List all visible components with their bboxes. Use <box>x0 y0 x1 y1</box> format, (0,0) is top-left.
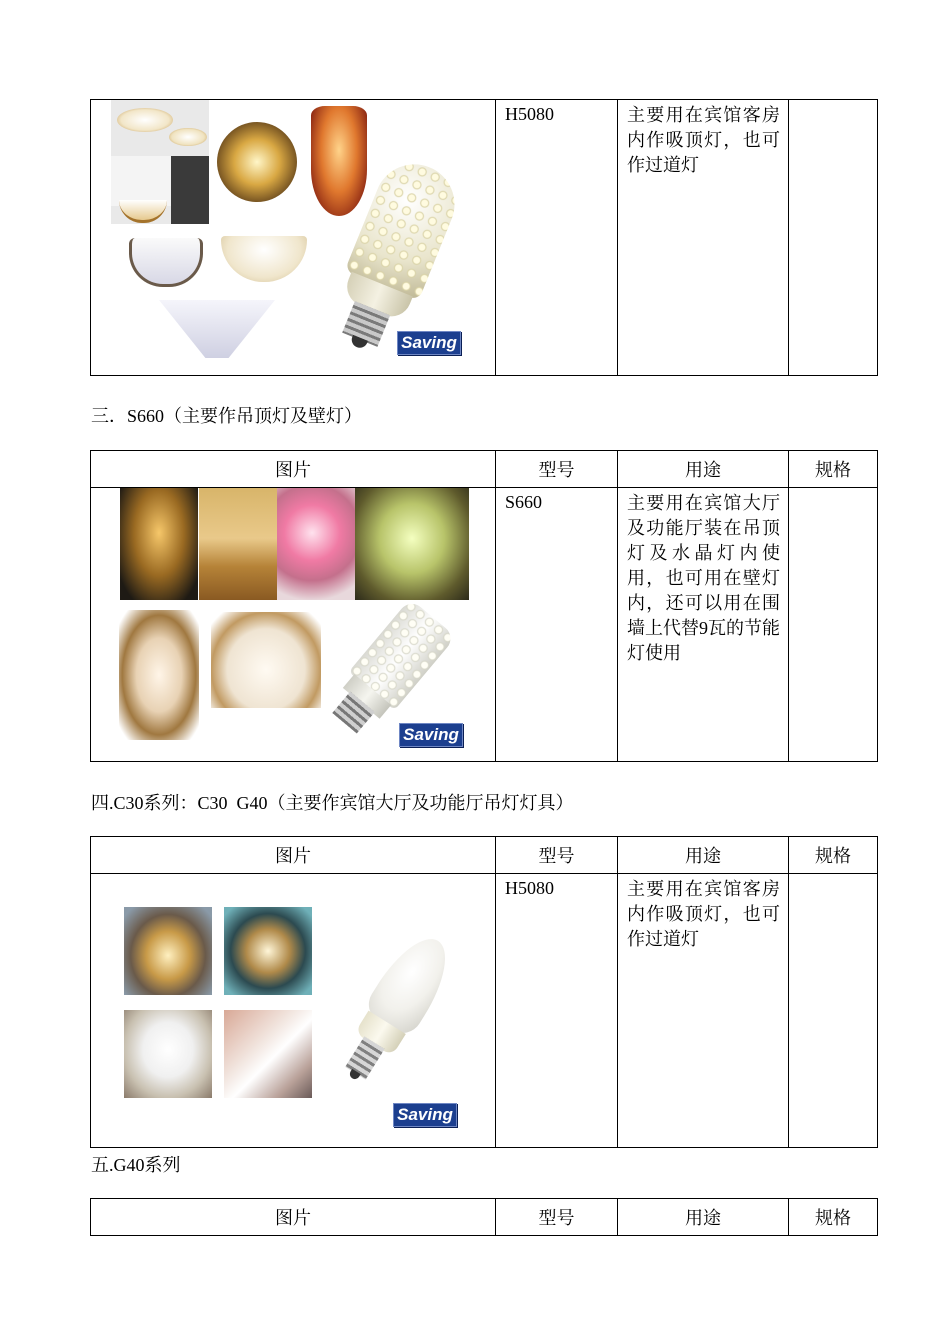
candle-chandelier-photo-1 <box>124 907 212 995</box>
header-usage: 用途 <box>618 837 789 874</box>
glass-chandelier-photo <box>211 612 321 708</box>
header-model: 型号 <box>496 837 618 874</box>
double-sconce-photo <box>355 488 469 600</box>
crystal-chandelier-photo <box>120 488 198 600</box>
header-image: 图片 <box>91 837 496 874</box>
section-heading-3: 三．S660（主要作吊顶灯及壁灯） <box>91 406 363 426</box>
saving-logo: Saving <box>397 331 461 355</box>
header-spec: 规格 <box>789 451 878 488</box>
header-spec: 规格 <box>789 837 878 874</box>
hall-lighting-photo <box>224 1010 312 1098</box>
model-cell: S660 <box>496 488 618 762</box>
section-heading-4: 四.C30系列：C30 G40（主要作宾馆大厅及功能厅吊灯灯具） <box>91 793 574 813</box>
image-cell <box>91 488 496 762</box>
product-table-4 <box>90 1198 878 1236</box>
header-model: 型号 <box>496 1199 618 1236</box>
section-heading-5: 五.G40系列 <box>91 1155 181 1175</box>
product-image-h5080 <box>111 100 473 358</box>
product-table-2 <box>90 450 878 762</box>
candle-bulb-photo <box>306 914 481 1111</box>
half-moon-sconce-1 <box>129 238 203 287</box>
image-cell <box>91 874 496 1148</box>
spec-cell <box>789 488 878 762</box>
round-ceiling-lamp-photo <box>217 122 297 202</box>
image-cell <box>91 100 496 376</box>
model-cell: H5080 <box>496 874 618 1148</box>
product-image-c30 <box>111 874 473 1146</box>
usage-cell: 主要用在宾馆大厅及功能厅装在吊顶灯及水晶灯内使用，也可用在壁灯内，还可以用在围墙上代替9瓦的节能灯使用 <box>618 488 789 762</box>
header-usage: 用途 <box>618 1199 789 1236</box>
header-model: 型号 <box>496 451 618 488</box>
spec-cell <box>789 100 878 376</box>
usage-cell: 主要用在宾馆客房内作吸顶灯，也可作过道灯 <box>618 874 789 1148</box>
candle-chandelier-photo-2 <box>224 907 312 995</box>
pink-sconce-photo <box>277 488 355 600</box>
ceiling-light-photo <box>199 488 277 600</box>
product-table-1 <box>90 99 878 376</box>
product-image-s660 <box>113 488 469 750</box>
fan-sconce-photo <box>159 300 275 358</box>
crystal-pendant-photo <box>119 610 199 740</box>
product-table-3 <box>90 836 878 1148</box>
header-image: 图片 <box>91 451 496 488</box>
usage-cell: 主要用在宾馆客房内作吸顶灯，也可作过道灯 <box>618 100 789 376</box>
crystal-chandelier-photo <box>124 1010 212 1098</box>
ceiling-lamp-photo <box>111 100 209 224</box>
header-usage: 用途 <box>618 451 789 488</box>
header-image: 图片 <box>91 1199 496 1236</box>
spec-cell <box>789 874 878 1148</box>
saving-logo: Saving <box>393 1103 457 1127</box>
saving-logo: Saving <box>399 723 463 747</box>
header-spec: 规格 <box>789 1199 878 1236</box>
half-moon-sconce-2 <box>221 236 307 282</box>
model-cell: H5080 <box>496 100 618 376</box>
